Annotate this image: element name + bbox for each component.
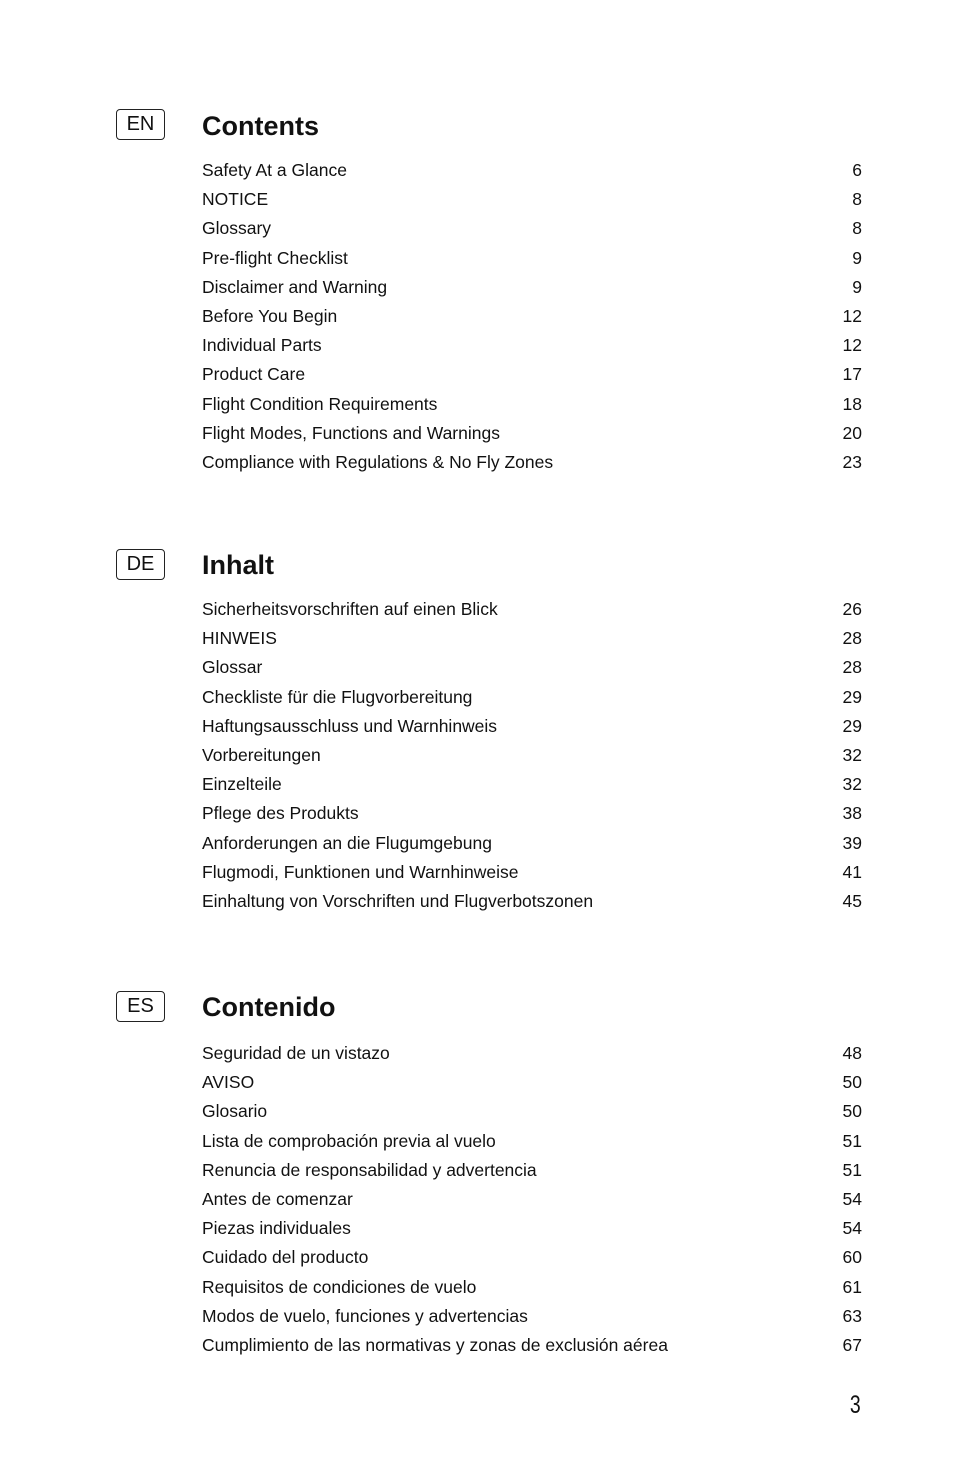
toc-entry[interactable] xyxy=(202,1039,862,1068)
toc-list-es xyxy=(202,1039,862,1360)
toc-entry[interactable] xyxy=(202,390,862,419)
toc-entry-page: 54 xyxy=(842,1188,862,1209)
toc-entry-page: 29 xyxy=(842,686,862,707)
toc-entry-page: 28 xyxy=(842,657,862,678)
toc-entry-page: 38 xyxy=(842,803,862,824)
toc-entry[interactable] xyxy=(202,595,862,624)
toc-entry-title: Haftungsausschluss und Warnhinweis xyxy=(202,715,498,736)
toc-entry[interactable] xyxy=(202,1214,862,1243)
toc-entry-page: 29 xyxy=(842,715,862,736)
section-title-de: Inhalt xyxy=(202,550,274,580)
toc-entry-page: 9 xyxy=(852,276,862,297)
toc-entry[interactable] xyxy=(202,799,862,828)
toc-entry-page: 54 xyxy=(842,1218,862,1239)
toc-entry[interactable] xyxy=(202,1097,862,1126)
toc-entry[interactable] xyxy=(202,185,862,214)
toc-entry-page: 9 xyxy=(852,247,862,268)
toc-entry[interactable] xyxy=(202,770,862,799)
toc-list-en xyxy=(202,156,862,477)
toc-entry-page: 23 xyxy=(842,451,862,472)
toc-entry-page: 39 xyxy=(842,832,862,853)
toc-entry[interactable] xyxy=(202,1068,862,1097)
toc-entry[interactable] xyxy=(202,244,862,273)
toc-entry[interactable] xyxy=(202,653,862,682)
toc-entry[interactable] xyxy=(202,214,862,243)
toc-entry-page: 32 xyxy=(842,744,862,765)
toc-entry-page: 63 xyxy=(842,1305,862,1326)
toc-entry[interactable] xyxy=(202,1243,862,1272)
toc-entry[interactable] xyxy=(202,360,862,389)
toc-entry-page: 67 xyxy=(842,1334,862,1355)
toc-entry[interactable] xyxy=(202,448,862,477)
toc-entry-title: Renuncia de responsabilidad y advertencia xyxy=(202,1159,537,1180)
toc-entry[interactable] xyxy=(202,624,862,653)
toc-entry-title: Seguridad de un vistazo xyxy=(202,1043,390,1063)
toc-entry-page: 41 xyxy=(842,861,862,882)
toc-entry-title: Anforderungen an die Flugumgebung xyxy=(202,832,492,853)
toc-entry-title: HINWEIS xyxy=(202,628,277,649)
toc-entry-title: Piezas individuales xyxy=(202,1218,351,1239)
page-number: 3 xyxy=(849,1391,861,1419)
toc-entry[interactable] xyxy=(202,1331,862,1360)
toc-entry-title: Glossary xyxy=(202,218,272,239)
toc-entry-title: Einhaltung von Vorschriften und Flugverbotszonen xyxy=(202,890,594,911)
toc-entry-title: NOTICE xyxy=(202,189,269,210)
toc-entry-page: 32 xyxy=(842,774,862,795)
toc-entry-page: 51 xyxy=(842,1159,862,1180)
toc-entry-title: Antes de comenzar xyxy=(202,1188,353,1209)
toc-entry-page: 51 xyxy=(842,1130,862,1151)
section-title-en: Contents xyxy=(202,111,319,141)
toc-entry-title: Sicherheitsvorschriften auf einen Blick xyxy=(202,599,498,619)
toc-entry-page: 26 xyxy=(842,599,862,619)
toc-entry[interactable] xyxy=(202,1185,862,1214)
toc-entry-title: Flight Modes, Functions and Warnings xyxy=(202,422,500,443)
toc-entry-page: 60 xyxy=(842,1247,862,1268)
toc-entry-page: 50 xyxy=(842,1101,862,1122)
language-badge-de: DE xyxy=(116,549,165,580)
toc-entry-page: 61 xyxy=(842,1276,862,1297)
toc-entry-title: Glosario xyxy=(202,1101,268,1122)
toc-entry-title: Flight Condition Requirements xyxy=(202,393,438,414)
toc-entry-page: 8 xyxy=(852,189,862,210)
toc-entry-title: Individual Parts xyxy=(202,335,322,356)
toc-entry-title: Vorbereitungen xyxy=(202,744,321,765)
toc-entry-title: Einzelteile xyxy=(202,774,282,795)
toc-entry-title: Checkliste für die Flugvorbereitung xyxy=(202,686,473,707)
toc-entry-title: Compliance with Regulations & No Fly Zones xyxy=(202,451,554,472)
toc-entry[interactable] xyxy=(202,829,862,858)
toc-entry-page: 17 xyxy=(842,364,862,385)
toc-entry-title: Cumplimiento de las normativas y zonas de exclusión aérea xyxy=(202,1334,668,1355)
toc-entry-title: Pflege des Produkts xyxy=(202,803,359,824)
toc-entry-title: Modos de vuelo, funciones y advertencias xyxy=(202,1305,528,1326)
toc-entry[interactable] xyxy=(202,712,862,741)
toc-entry-page: 50 xyxy=(842,1072,862,1093)
toc-entry-title: Glossar xyxy=(202,657,263,678)
toc-entry[interactable] xyxy=(202,683,862,712)
toc-entry-title: Product Care xyxy=(202,364,306,385)
toc-entry-title: AVISO xyxy=(202,1072,255,1093)
language-badge-es: ES xyxy=(116,991,165,1022)
section-title-es: Contenido xyxy=(202,992,336,1022)
toc-entry[interactable] xyxy=(202,741,862,770)
toc-entry-title: Safety At a Glance xyxy=(202,160,347,180)
toc-entry[interactable] xyxy=(202,273,862,302)
toc-entry[interactable] xyxy=(202,1302,862,1331)
toc-entry[interactable] xyxy=(202,331,862,360)
toc-entry-page: 18 xyxy=(842,393,862,414)
toc-entry-title: Requisitos de condiciones de vuelo xyxy=(202,1276,477,1297)
toc-entry[interactable] xyxy=(202,302,862,331)
toc-entry-title: Pre-flight Checklist xyxy=(202,247,348,268)
toc-entry-title: Lista de comprobación previa al vuelo xyxy=(202,1130,496,1151)
language-badge-en: EN xyxy=(116,109,165,140)
toc-entry-page: 28 xyxy=(842,628,862,649)
toc-entry-title: Disclaimer and Warning xyxy=(202,276,388,297)
toc-entry-page: 20 xyxy=(842,422,862,443)
toc-entry[interactable] xyxy=(202,419,862,448)
toc-entry-page: 45 xyxy=(842,890,862,911)
toc-entry-page: 12 xyxy=(842,305,862,326)
toc-list-de xyxy=(202,595,862,916)
toc-entry-title: Cuidado del producto xyxy=(202,1247,369,1268)
toc-entry[interactable] xyxy=(202,1127,862,1156)
toc-entry-title: Flugmodi, Funktionen und Warnhinweise xyxy=(202,861,519,882)
toc-entry[interactable] xyxy=(202,1273,862,1302)
toc-entry-page: 48 xyxy=(842,1043,862,1063)
toc-entry[interactable] xyxy=(202,858,862,887)
toc-entry[interactable] xyxy=(202,156,862,185)
toc-entry-page: 6 xyxy=(852,160,862,180)
toc-entry[interactable] xyxy=(202,887,862,916)
toc-entry-page: 12 xyxy=(842,335,862,356)
toc-entry[interactable] xyxy=(202,1156,862,1185)
toc-entry-page: 8 xyxy=(852,218,862,239)
toc-entry-title: Before You Begin xyxy=(202,305,338,326)
